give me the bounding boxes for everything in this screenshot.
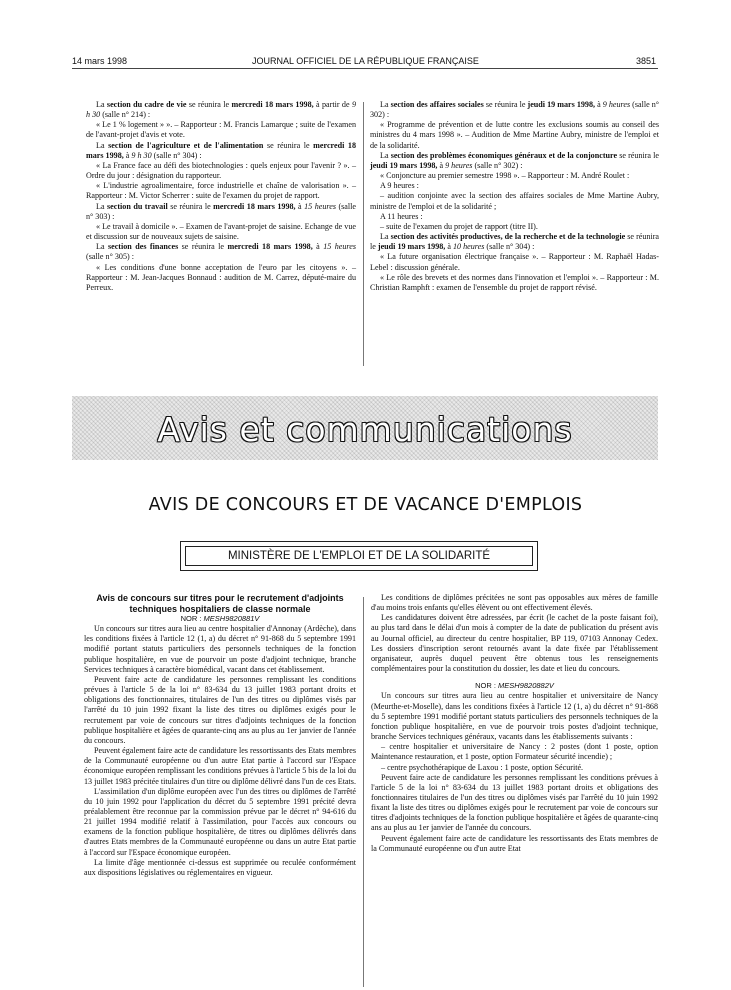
- body-paragraph: Les conditions de diplômes précitées ne sont pas opposables aux mères de famille d'au moins trois enfants qu'elles élèvent ou ont effectivement élevés.: [371, 593, 658, 613]
- ministry-title: MINISTÈRE DE L'EMPLOI ET DE LA SOLIDARITÉ: [185, 546, 533, 566]
- meeting-paragraph: « Les conditions d'une bonne acceptation de l'euro par les citoyens ». – Rapporteur : M. Jean-Jacques Bonnaud : audition de M. Carrez, député-maire du Perreux.: [86, 262, 356, 292]
- meeting-paragraph: – audition conjointe avec la section des affaires sociales de Mme Martine Aubry, ministre de l'emploi et de la solidarité ;: [370, 191, 659, 211]
- section-heading: AVIS DE CONCOURS ET DE VACANCE D'EMPLOIS: [148, 495, 583, 515]
- meeting-date: mercredi 18 mars 1998,: [231, 100, 314, 109]
- text-run: (salle n° 305) :: [86, 252, 134, 262]
- text-run: (salle n° 304) :: [484, 242, 535, 252]
- meeting-paragraph: [86, 141, 356, 161]
- body-paragraph: – centre hospitalier et universitaire de Nancy : 2 postes (dont 1 poste, option Maintenance restauration, et 1 poste, option Formateur sécurité incendie) ;: [371, 742, 658, 762]
- body-paragraph: Les candidatures doivent être adressées, par écrit (le cachet de la poste faisant foi), au plus tard dans le délai d'un mois à compter de la date de publication du présent avis au Journal officiel, au directeur du centre hospitalier, BP 119, 07103 Annonay Cedex. Les dossiers d'inscription seront retournés avant la date fixée par l'établissement organisateur, auprès duquel peuvent être obtenus tous les renseignements complémentaires pour la constitution du dossier, les date et lieu du concours.: [371, 613, 658, 674]
- meeting-date: mercredi 18 mars 1998,: [227, 242, 313, 252]
- meeting-time: 10 heures: [452, 242, 485, 252]
- section-name: section des problèmes économiques généraux et de la conjoncture: [390, 150, 618, 160]
- body-paragraph: Peuvent faire acte de candidature les personnes remplissant les conditions prévues à l'article 5 de la loi n° 83-634 du 13 juillet 1983 portant droits et obligations des fonctionnaires titulaires de l'un des titres ou diplômes visés par l'arrêté du 10 juin 1992 fixant la liste des titres ou diplômes exigés pour le recrutement par voie de concours sur titres d'adjoints techniques de la fonction publique hospitalière et âgées de quarante-cinq ans au plus au 1er janvier de l'année du concours.: [371, 772, 658, 833]
- meeting-paragraph: « Le 1 % logement » ». – Rapporteur : M. Francis Lamarque ; suite de l'examen de l'avant-projet d'avis et vote.: [86, 120, 356, 140]
- text-run: La: [96, 140, 109, 150]
- meeting-paragraph: « L'industrie agroalimentaire, force industrielle et chaîne de valorisation ». – Rapporteur : M. Victor Scherrer : suite de l'examen du projet de rapport.: [86, 181, 356, 201]
- text-run: se réunira le: [370, 232, 659, 252]
- meeting-paragraph: – suite de l'examen du projet de rapport (titre II).: [380, 221, 538, 231]
- text-run: à: [295, 201, 305, 211]
- meeting-time: 15 heures: [304, 201, 336, 211]
- article-title: Avis de concours sur titres pour le recrutement d'adjoints techniques hospitaliers de classe normale: [96, 593, 344, 614]
- text-run: se réunira le: [483, 100, 528, 109]
- text-run: à: [312, 242, 324, 252]
- second-article-body: [371, 691, 658, 854]
- text-run: à: [595, 100, 603, 109]
- meeting-paragraph: [370, 151, 659, 171]
- nor-code: MESH9820881V: [203, 614, 260, 623]
- body-paragraph: – centre psychothérapique de Laxou : 1 poste, option Sécurité.: [381, 762, 584, 772]
- body-paragraph: Peuvent faire acte de candidature les personnes remplissant les conditions prévues à l'article 5 de la loi n° 83-634 du 13 juillet 1983 portant droits et obligations des fonctionnaires, titulaires de l'un des titres ou diplômes visés par l'arrêté du 10 juin 1992 fixant la liste des titres ou diplômes exigés pour le recrutement par voie de concours sur titres d'adjoints techniques de la fonction publique hospitalière et âgées de quarante-cinq ans au plus au 1er janvier de l'année du concours.: [84, 674, 356, 745]
- text-run: La: [380, 232, 391, 242]
- section-name: section des affaires sociales: [390, 100, 484, 109]
- text-run: (salle n° 214) :: [100, 110, 151, 120]
- meeting-paragraph: [86, 202, 356, 222]
- article-right-column: [371, 593, 658, 854]
- nor-reference: NOR : MESH9820881V: [180, 614, 260, 623]
- text-run: à: [123, 150, 132, 160]
- meeting-paragraph: « Programme de prévention et de lutte contre les exclusions soumis au conseil des ministres du 4 mars 1998 ». – Audition de Mme Martine Aubry, ministre de l'emploi et de la solidarité.: [370, 120, 659, 150]
- body-paragraph: Un concours sur titres aura lieu au centre hospitalier d'Annonay (Ardèche), dans les conditions fixées à l'article 12 (1, a) du décret n° 91-868 du 5 septembre 1991 modifié portant statuts particuliers des personnels techniques de la fonction publique hospitalière, en vue de pourvoir un poste d'adjoint technique, branche Services techniques à caractère biomédical, vacant dans cet établissement.: [84, 624, 356, 674]
- meeting-date: jeudi 19 mars 1998,: [377, 242, 446, 252]
- meeting-date: jeudi 19 mars 1998,: [527, 100, 596, 109]
- text-run: La: [96, 242, 108, 252]
- banner-title: Avis et communications: [157, 410, 573, 449]
- meeting-date: mercredi 18 mars 1998,: [213, 201, 296, 211]
- nor-reference-2: NOR : MESH9820882V: [475, 681, 554, 691]
- text-run: se réunira le: [167, 201, 214, 211]
- header-rule: [72, 68, 658, 69]
- text-run: (salle n° 303) :: [86, 201, 356, 221]
- top-left-column: [86, 100, 356, 293]
- top-right-column: [370, 100, 659, 293]
- meeting-time: 9 h 30: [86, 100, 356, 120]
- meeting-paragraph: « Conjoncture au premier semestre 1998 ». – Rapporteur : M. André Roulet :: [380, 171, 630, 181]
- meeting-time: 15 heures: [323, 242, 356, 252]
- text-run: (salle n° 304) :: [151, 150, 202, 160]
- body-paragraph: Peuvent également faire acte de candidature les ressortissants des Etats membres de la Communauté européenne ou d'un autre Etat partie à l'accord sur l'Espace économique européen remplissant les conditions prévues à l'article 5 bis de la loi du 13 juillet 1983 précitée titulaires d'un titre ou diplôme délivré dans l'un de ces Etats.: [84, 746, 356, 786]
- body-paragraph: Peuvent également faire acte de candidature les ressortissants des Etats membres de la Communauté européenne ou d'un autre Etat: [371, 833, 658, 853]
- header-page-number: 3851: [635, 56, 656, 66]
- nor-code-2: MESH9820882V: [498, 681, 554, 691]
- section-name: section des finances: [107, 242, 179, 252]
- text-run: La: [380, 100, 391, 109]
- text-run: à: [445, 242, 453, 252]
- header-journal-title: JOURNAL OFFICIEL DE LA RÉPUBLIQUE FRANÇAISE: [252, 56, 479, 66]
- meeting-paragraph: « La France face au défi des biotechnologies : quels enjeux pour l'avenir ? ». – Ordre du jour : désignation du rapporteur.: [86, 160, 356, 181]
- text-run: La: [96, 201, 108, 211]
- article-body: [84, 624, 356, 878]
- meeting-paragraph: A 11 heures :: [380, 211, 423, 221]
- column-separator-bottom: [363, 597, 364, 987]
- text-run: se réunira le: [263, 140, 314, 150]
- meeting-date: jeudi 19 mars 1998,: [370, 160, 438, 170]
- meeting-time: 9 heures: [445, 160, 473, 170]
- ministry-box: [180, 541, 538, 571]
- text-run: La: [380, 150, 391, 160]
- meeting-paragraph: « Le travail à domicile ». – Examen de l'avant-projet de saisine. Echange de vue et discussion sur de nouveaux sujets de saisine.: [86, 221, 356, 242]
- meeting-paragraph: « La future organisation électrique française ». – Rapporteur : M. Raphaël Hadas-Lebel : discussion générale.: [370, 252, 659, 272]
- body-paragraph: La limite d'âge mentionnée ci-dessus est supprimée ou reculée conformément aux dispositions législatives ou réglementaires en vigueur.: [84, 857, 356, 877]
- text-run: se réunira le: [617, 150, 659, 160]
- section-banner: [72, 396, 658, 460]
- meeting-paragraph: [370, 232, 659, 252]
- text-run: se réunira le: [178, 242, 228, 252]
- meeting-time: 9 heures: [602, 100, 631, 109]
- meeting-paragraph: [86, 242, 356, 262]
- header-date: 14 mars 1998: [72, 56, 128, 66]
- body-paragraph: L'assimilation d'un diplôme européen avec l'un des titres ou diplômes de l'arrêté du 10 juin 1992 pour l'application du décret du 5 septembre 1991 précité devra préalablement être reconnue par la commission prévue par le décret n° 94-616 du 21 juillet 1994 modifié relatif à l'assimilation, pour l'accès aux concours ou examens de la fonction publique hospitalière, de titres ou diplômes délivrés dans d'autres Etats membres de la Communauté européenne ou dans un autre Etat partie à l'accord sur l'Espace économique européen.: [84, 786, 356, 857]
- meeting-paragraph: A 9 heures :: [380, 181, 419, 191]
- section-name: section des activités productives, de la recherche et de la technologie: [390, 232, 626, 242]
- meeting-time: 9 h 30: [131, 150, 152, 160]
- section-name: section du travail: [107, 201, 168, 211]
- meeting-paragraph: [86, 100, 356, 120]
- section-name: section de l'agriculture et de l'alimentation: [108, 140, 264, 150]
- text-run: à partir de: [313, 100, 352, 109]
- article-continuation: [371, 593, 658, 674]
- column-separator-top: [363, 102, 364, 366]
- text-run: (salle n° 302) :: [472, 160, 523, 170]
- meeting-paragraph: [370, 100, 659, 120]
- text-run: se réunira le: [186, 100, 232, 109]
- body-paragraph: Un concours sur titres aura lieu au centre hospitalier et universitaire de Nancy (Meurthe-et-Moselle), dans les conditions fixées à l'article 12 (1, a) du décret n° 91-868 du 5 septembre 1991 modifié portant statuts particuliers des personnels techniques de la fonction publique hospitalière, en vue de pourvoir trois postes d'adjoint technique, branche Services techniques généraux, vacants dans les établissements suivants :: [371, 691, 658, 742]
- section-name: section du cadre de vie: [106, 100, 187, 109]
- text-run: (salle n° 302) :: [370, 100, 659, 120]
- meeting-date: mercredi 18 mars 1998,: [86, 140, 356, 160]
- article-left-column: [84, 593, 356, 878]
- text-run: à: [437, 160, 446, 170]
- text-run: La: [96, 100, 107, 109]
- meeting-paragraph: « Le rôle des brevets et des normes dans l'innovation et l'emploi ». – Rapporteur : M. Christian Ramphft : examen de l'ensemble du projet de rapport révisé.: [370, 272, 659, 292]
